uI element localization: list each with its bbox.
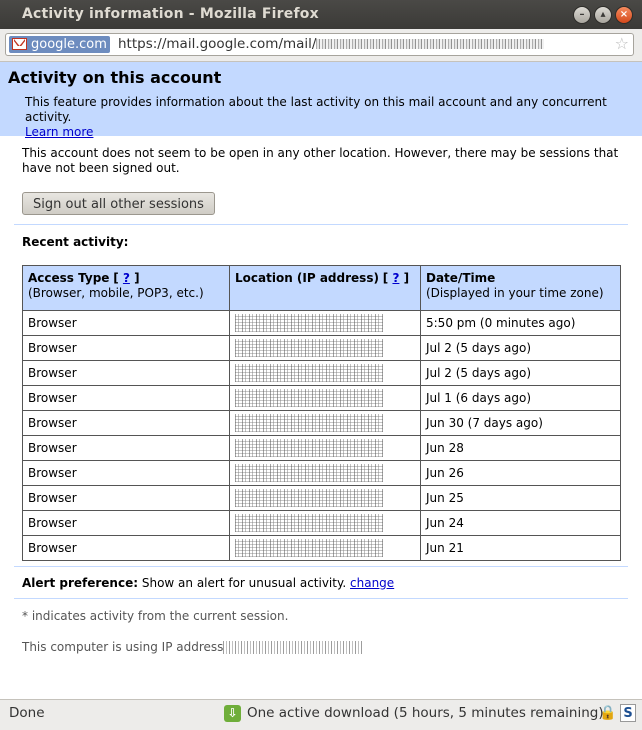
location-cell — [230, 311, 421, 336]
header-description — [25, 95, 642, 140]
access-type-cell: Browser — [23, 336, 230, 361]
divider — [14, 566, 628, 567]
header-sub: (Displayed in your time zone) — [426, 286, 604, 300]
description-text: This feature provides information about the last activity on this mail account and any concurrent activity. — [25, 95, 607, 124]
location-cell — [230, 436, 421, 461]
ip-redacted — [235, 539, 383, 557]
maximize-icon[interactable]: ▴ — [594, 6, 612, 24]
location-cell — [230, 386, 421, 411]
divider — [14, 598, 628, 599]
header-panel — [0, 62, 642, 139]
access-type-cell: Browser — [23, 411, 230, 436]
location-cell — [230, 411, 421, 436]
sessions-message: This account does not seem to be open in any other location. However, there may be sessions that have not been signed out. — [22, 146, 619, 175]
header-title: Location (IP address) — [235, 271, 379, 285]
download-status[interactable]: One active download (5 hours, 5 minutes remaining) — [247, 705, 604, 721]
site-identity-label: google.com — [31, 37, 107, 52]
learn-more-link[interactable]: Learn more — [25, 125, 94, 139]
date-time-cell: Jul 2 (5 days ago) — [421, 361, 621, 386]
window-controls — [573, 6, 633, 24]
navigation-toolbar — [0, 29, 642, 62]
date-time-cell: Jul 1 (6 days ago) — [421, 386, 621, 411]
access-type-cell: Browser — [23, 311, 230, 336]
alert-preference — [22, 576, 394, 590]
access-type-cell: Browser — [23, 436, 230, 461]
ip-address-redacted — [223, 641, 363, 654]
date-time-cell: Jun 28 — [421, 436, 621, 461]
ip-redacted — [235, 414, 383, 432]
addon-s-icon[interactable]: S — [620, 704, 636, 722]
access-type-cell: Browser — [23, 461, 230, 486]
access-type-cell: Browser — [23, 386, 230, 411]
table-row — [23, 411, 621, 436]
date-time-cell: Jun 30 (7 days ago) — [421, 411, 621, 436]
url-value: https://mail.google.com/mail/ — [118, 36, 317, 52]
gmail-icon — [12, 38, 27, 50]
url-redacted — [316, 39, 544, 49]
ip-redacted — [235, 314, 383, 332]
lock-icon[interactable]: 🔒 — [599, 705, 617, 721]
date-time-cell: Jul 2 (5 days ago) — [421, 336, 621, 361]
header-location: Location (IP address) [ ? ] — [230, 266, 421, 311]
divider — [14, 224, 628, 225]
access-type-cell: Browser — [23, 536, 230, 561]
sign-out-other-sessions-button[interactable]: Sign out all other sessions — [22, 192, 215, 215]
ip-redacted — [235, 364, 383, 382]
table-row — [23, 386, 621, 411]
table-row — [23, 436, 621, 461]
recent-activity-label: Recent activity: — [22, 235, 129, 249]
window-titlebar — [0, 0, 642, 29]
change-alert-link[interactable]: change — [350, 576, 395, 590]
access-type-cell: Browser — [23, 361, 230, 386]
minimize-icon[interactable]: – — [573, 6, 591, 24]
date-time-cell: Jun 25 — [421, 486, 621, 511]
location-cell — [230, 511, 421, 536]
date-time-cell: Jun 24 — [421, 511, 621, 536]
table-row — [23, 336, 621, 361]
header-date-time — [421, 266, 621, 311]
ip-line-text: This computer is using IP address — [22, 640, 224, 654]
close-icon[interactable]: × — [615, 6, 633, 24]
location-cell — [230, 361, 421, 386]
table-row — [23, 486, 621, 511]
location-cell — [230, 461, 421, 486]
location-cell — [230, 536, 421, 561]
header-title: Date/Time — [426, 271, 496, 285]
access-type-cell: Browser — [23, 486, 230, 511]
table-row — [23, 536, 621, 561]
download-icon[interactable]: ⇩ — [224, 705, 241, 722]
date-time-cell: Jun 21 — [421, 536, 621, 561]
alert-text: Show an alert for unusual activity. — [141, 576, 347, 590]
access-type-help-link[interactable]: ? — [122, 271, 130, 285]
table-row — [23, 361, 621, 386]
ip-redacted — [235, 339, 383, 357]
ip-redacted — [235, 514, 383, 532]
access-type-cell: Browser — [23, 511, 230, 536]
table-row — [23, 511, 621, 536]
activity-table — [22, 265, 621, 561]
table-row — [23, 311, 621, 336]
table-row — [23, 461, 621, 486]
ip-redacted — [235, 439, 383, 457]
ip-redacted — [235, 389, 383, 407]
current-session-footnote: * indicates activity from the current session. — [22, 609, 289, 623]
ip-address-line — [22, 640, 363, 654]
window-title: Activity information - Mozilla Firefox — [22, 6, 319, 22]
header-sub: (Browser, mobile, POP3, etc.) — [28, 286, 204, 300]
status-bar — [0, 699, 642, 730]
location-help-link[interactable]: ? — [392, 271, 400, 285]
location-cell — [230, 336, 421, 361]
table-header-row — [23, 266, 621, 311]
site-identity-button[interactable] — [9, 36, 110, 53]
date-time-cell: 5:50 pm (0 minutes ago) — [421, 311, 621, 336]
page-title: Activity on this account — [8, 68, 222, 87]
url-text[interactable] — [118, 36, 544, 53]
location-cell — [230, 486, 421, 511]
alert-label: Alert preference: — [22, 576, 139, 590]
ip-redacted — [235, 464, 383, 482]
star-icon[interactable]: ☆ — [614, 34, 629, 53]
date-time-cell: Jun 26 — [421, 461, 621, 486]
ip-redacted — [235, 489, 383, 507]
url-bar[interactable] — [5, 33, 634, 56]
header-access-type: Access Type [ ? ] (Browser, mobile, POP3, etc.) — [23, 266, 230, 311]
status-text: Done — [9, 705, 45, 721]
header-title: Access Type — [28, 271, 110, 285]
